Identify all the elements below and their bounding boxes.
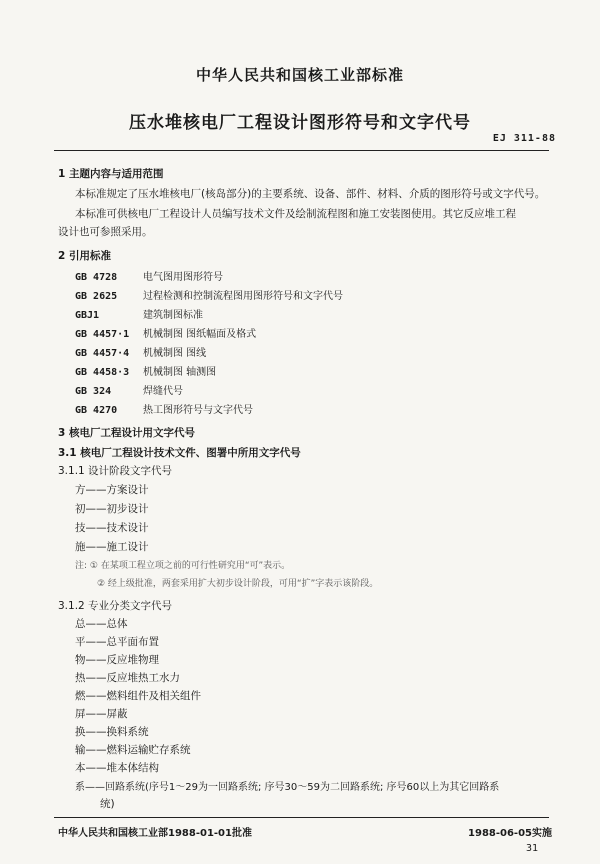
major-code-item: 屏——屏蔽 bbox=[75, 708, 128, 720]
reference-title: 机械制图 图纸幅面及格式 bbox=[143, 329, 257, 340]
reference-standard bbox=[75, 287, 343, 302]
design-phase-item: 施——施工设计 bbox=[75, 541, 149, 553]
implementation-date: 1988-06-05实施 bbox=[468, 828, 552, 839]
reference-code: GB 2625 bbox=[75, 291, 118, 302]
reference-standard bbox=[75, 401, 253, 416]
document-title: 压水堆核电厂工程设计图形符号和文字代号 bbox=[129, 113, 471, 133]
major-code-item: 本——堆本体结构 bbox=[75, 762, 159, 774]
reference-standard bbox=[75, 382, 183, 397]
reference-standard bbox=[75, 325, 256, 340]
reference-standard bbox=[75, 363, 216, 378]
reference-title: 机械制图 轴测图 bbox=[143, 367, 217, 378]
reference-code: GBJ1 bbox=[75, 310, 100, 321]
reference-title: 热工图形符号与文字代号 bbox=[143, 405, 253, 416]
reference-code: GB 4457·4 bbox=[75, 348, 130, 359]
reference-title: 建筑制图标准 bbox=[143, 310, 203, 321]
reference-title: 机械制图 图线 bbox=[143, 348, 207, 359]
note-1: 注: ① 在某项工程立项之前的可行性研究用“可”表示。 bbox=[75, 561, 291, 571]
reference-standard bbox=[75, 306, 203, 321]
approval-date: 中华人民共和国核工业部1988-01-01批准 bbox=[58, 828, 252, 839]
major-code-item: 输——燃料运输贮存系统 bbox=[75, 744, 191, 756]
section-3-1-1-heading: 3.1.1 设计阶段文字代号 bbox=[58, 465, 173, 477]
reference-standard bbox=[75, 344, 206, 359]
reference-code: GB 4457·1 bbox=[75, 329, 130, 340]
major-code-item: 燃——燃料组件及相关组件 bbox=[75, 690, 201, 702]
section-2-heading: 2 引用标准 bbox=[58, 250, 111, 262]
reference-title: 焊缝代号 bbox=[143, 386, 183, 397]
issuing-organization: 中华人民共和国核工业部标准 bbox=[195, 66, 404, 84]
reference-code: GB 4458·3 bbox=[75, 367, 130, 378]
note-2: ② 经上级批准，两套采用扩大初步设计阶段，可用“扩”字表示该阶段。 bbox=[97, 579, 379, 589]
design-phase-item: 初——初步设计 bbox=[75, 503, 149, 515]
reference-code: GB 4728 bbox=[75, 272, 118, 283]
reference-code: GB 324 bbox=[75, 386, 112, 397]
section-1-paragraph-2: 本标准可供核电厂工程设计人员编写技术文件及绘制流程图和施工安装图使用。其它反应堆工程 bbox=[75, 208, 516, 220]
header-divider bbox=[54, 150, 549, 151]
section-1-paragraph-2-cont: 设计也可参照采用。 bbox=[58, 226, 153, 238]
section-1-paragraph-1: 本标准规定了压水堆核电厂(核岛部分)的主要系统、设备、部件、材料、介质的图形符号或文字代号。 bbox=[75, 188, 546, 200]
major-code-item-cont: 统) bbox=[100, 798, 115, 810]
page-number: 31 bbox=[525, 843, 538, 854]
section-3-heading: 3 核电厂工程设计用文字代号 bbox=[58, 427, 195, 439]
reference-title: 电气图用图形符号 bbox=[143, 272, 223, 283]
major-code-item: 总——总体 bbox=[75, 618, 128, 630]
footer-divider bbox=[54, 817, 549, 818]
reference-code: GB 4270 bbox=[75, 405, 118, 416]
design-phase-item: 技——技术设计 bbox=[75, 522, 149, 534]
major-code-item: 系——回路系统(序号1～29为一回路系统; 序号30～59为二回路系统; 序号60以上为其它回路系 bbox=[75, 782, 500, 793]
reference-title: 过程检测和控制流程图用图形符号和文字代号 bbox=[143, 291, 343, 302]
section-1-heading: 1 主题内容与适用范围 bbox=[58, 168, 164, 180]
standard-code: EJ 311-88 bbox=[492, 133, 556, 144]
major-code-item: 换——换料系统 bbox=[75, 726, 149, 738]
reference-standard bbox=[75, 268, 223, 283]
major-code-item: 平——总平面布置 bbox=[75, 636, 159, 648]
design-phase-item: 方——方案设计 bbox=[75, 484, 149, 496]
major-code-item: 物——反应堆物理 bbox=[75, 654, 159, 666]
major-code-item: 热——反应堆热工水力 bbox=[75, 672, 180, 684]
section-3-1-heading: 3.1 核电厂工程设计技术文件、图署中所用文字代号 bbox=[58, 447, 301, 459]
section-3-1-2-heading: 3.1.2 专业分类文字代号 bbox=[58, 600, 173, 612]
